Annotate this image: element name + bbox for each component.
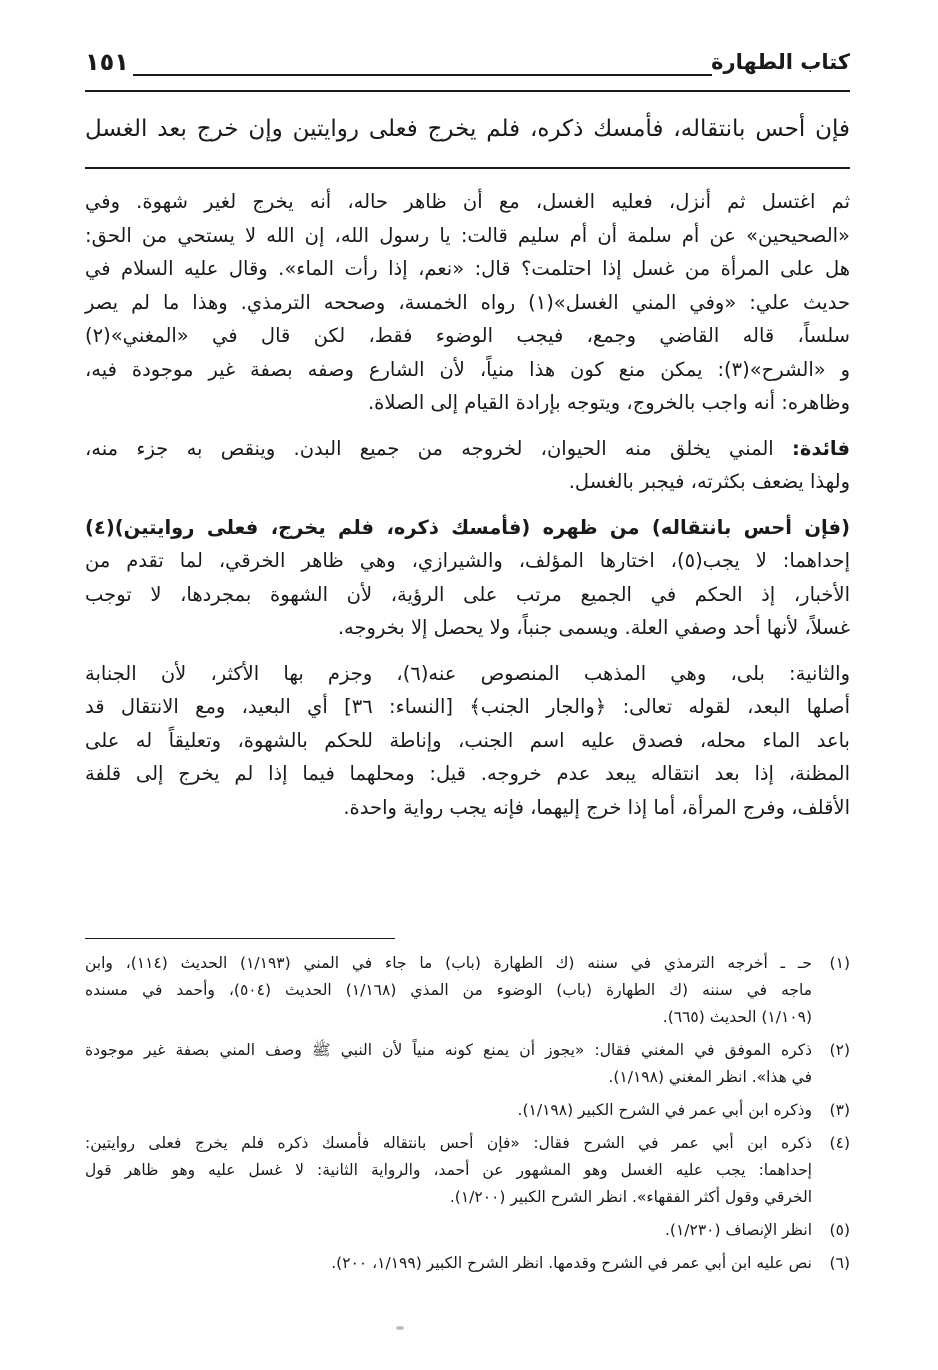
text-line: وظاهره: أنه واجب بالخروج، ويتوجه بإرادة القيام إلى الصلاة.	[367, 391, 850, 414]
footnote-line: إحداهما: يجب عليه الغسل وهو المشهور عن أحمد، والرواية الثانية: لا غسل عليه وهو ظاهر قول	[85, 1161, 812, 1179]
footnote-number: (٣)	[829, 1101, 850, 1119]
ink-speck	[396, 1326, 404, 1330]
footnote-line: حـ ـ أخرجه الترمذي في سننه (ك الطهارة (باب) ما جاء في المني (١/١٩٣) الحديث (١١٤)، وابن	[85, 954, 812, 972]
footnote-number: (٤)	[829, 1134, 850, 1152]
footnote-number: (٢)	[829, 1041, 850, 1059]
text-line: هل على المرأة من غسل إذا احتلمت؟ قال: «نعم، إذا رأت الماء». وقال عليه السلام في	[85, 257, 850, 280]
text-line: أصلها البعد، لقوله تعالى: ﴿والجار الجنب﴾ [النساء: ٣٦] أي البعيد، ومع الانتقال قد	[85, 695, 851, 718]
paragraph-4	[85, 657, 850, 825]
footnote-line: وذكره ابن أبي عمر في الشرح الكبير (١/١٩٨).	[517, 1101, 812, 1119]
text-line: والثانية: بلى، وهي المذهب المنصوص عنه(٦)، وجزم بها الأكثر، لأن الجنابة	[85, 661, 850, 685]
matn-divider	[85, 167, 850, 169]
text-line: الأقلف، وفرج المرأة، أما إذا خرج إليهما، فإنه يجب رواية واحدة.	[343, 795, 850, 819]
text-line: الأخبار، إذ الحكم في الجميع مرتب على الرؤية، لأن الشهوة بمجردها، لا توجب	[85, 582, 850, 606]
text-line: غسلاً، لأنها أحد وصفي العلة. ويسمى جنباً، ولا يحصل إلا بخروجه.	[337, 616, 850, 639]
footnote	[85, 1130, 850, 1211]
footnote	[85, 950, 850, 1031]
running-header	[85, 48, 850, 88]
footnote-line: نص عليه ابن أبي عمر في الشرح وقدمها. انظر الشرح الكبير (١/١٩٩، ٢٠٠).	[331, 1254, 812, 1272]
text-line: حديث علي: «وفي المني الغسل»(١) رواه الخمسة، وصححه الترمذي. وهذا ما لم يصر	[85, 290, 850, 314]
footnote-number: (٥)	[829, 1221, 850, 1239]
text-line: و «الشرح»(٣): يمكن منع كون هذا منياً، لأن الشارع وصفه بصفة غير موجودة فيه،	[85, 357, 851, 381]
footnote-line: الخرقي وقول أكثر الفقهاء». انظر الشرح الكبير (١/٢٠٠).	[449, 1188, 812, 1206]
text-line: المظنة، إذا بعد انتقاله يبعد عدم خروجه. قيل: ومحلهما فيما إذا لم يخرج إلى قلفة	[85, 762, 850, 785]
footnote-line: (١/١٠٩) الحديث (٦٦٥).	[662, 1008, 812, 1026]
matn-text: فإن أحس بانتقاله، فأمسك ذكره، فلم يخرج فعلى روايتين وإن خرج بعد الغسل	[85, 116, 850, 142]
text-line: باعد الماء محله، فصدق عليه اسم الجنب، وإناطة للحكم بالشهوة، وتعليقاً له على	[85, 728, 850, 752]
paragraph-1	[85, 185, 850, 420]
footnote	[85, 1250, 850, 1277]
chapter-title: كتاب الطهارة	[711, 50, 850, 74]
footnote	[85, 1037, 850, 1091]
commentary-body	[85, 185, 850, 836]
footnote-line: في هذا». انظر المغني (١/١٩٨).	[608, 1068, 812, 1086]
footnote-line: ذكره ابن أبي عمر في الشرح فقال: «فإن أحس بانتقاله فأمسك ذكره فلم يخرج فعلى روايتين:	[85, 1134, 812, 1152]
footnote-divider	[85, 938, 395, 939]
text-line: «الصحيحين» عن أم سلمة أن أم سليم قالت: يا رسول الله، إن الله لا يستحي من الحق:	[85, 223, 850, 247]
footnote-line: ذكره الموفق في المغني فقال: «يجوز أن يمنع كونه منياً لأن النبي ﷺ وصف المني بصفة غير موجودة	[85, 1041, 812, 1059]
text-line: ولهذا يضعف بكثرته، فيجبر بالغسل.	[568, 470, 850, 493]
text-line: إحداهما: لا يجب(٥)، اختارها المؤلف، والشيرازي، وهي ظاهر الخرقي، لما تقدم من	[85, 549, 850, 572]
faida-text: المني يخلق منه الحيوان، لخروجه من جميع البدن. وينقص به جزء منه،	[85, 436, 774, 460]
footnote	[85, 1097, 850, 1124]
footnotes	[85, 950, 850, 1283]
header-rule	[133, 74, 712, 76]
footnote-number: (١)	[829, 954, 850, 972]
page-number: ١٥١	[85, 48, 129, 76]
footnote	[85, 1217, 850, 1244]
header-divider	[85, 90, 850, 92]
paragraph-3	[85, 511, 850, 645]
footnote-number: (٦)	[829, 1254, 850, 1272]
text-line	[85, 432, 850, 466]
footnote-line: ماجه في سننه (ك الطهارة (باب) الوضوء من المذي (١/١٦٨) الحديث (٥٠٤)، وأحمد في مسنده	[85, 981, 812, 999]
text-line: سلساً، قاله القاضي وجمع، فيجب الوضوء فقط، لكن قال في «المغني»(٢)	[85, 324, 850, 347]
paragraph-faida	[85, 432, 850, 499]
text-line: (فإن أحس بانتقاله) من ظهره (فأمسك ذكره، فلم يخرج، فعلى روايتين)(٤)	[85, 515, 850, 539]
faida-label: فائدة:	[792, 436, 851, 460]
text-line: ثم اغتسل ثم أنزل، فعليه الغسل، مع أن ظاهر حاله، أنه يخرج لغير شهوة. وفي	[85, 190, 850, 213]
footnote-line: انظر الإنصاف (١/٢٣٠).	[665, 1221, 812, 1239]
